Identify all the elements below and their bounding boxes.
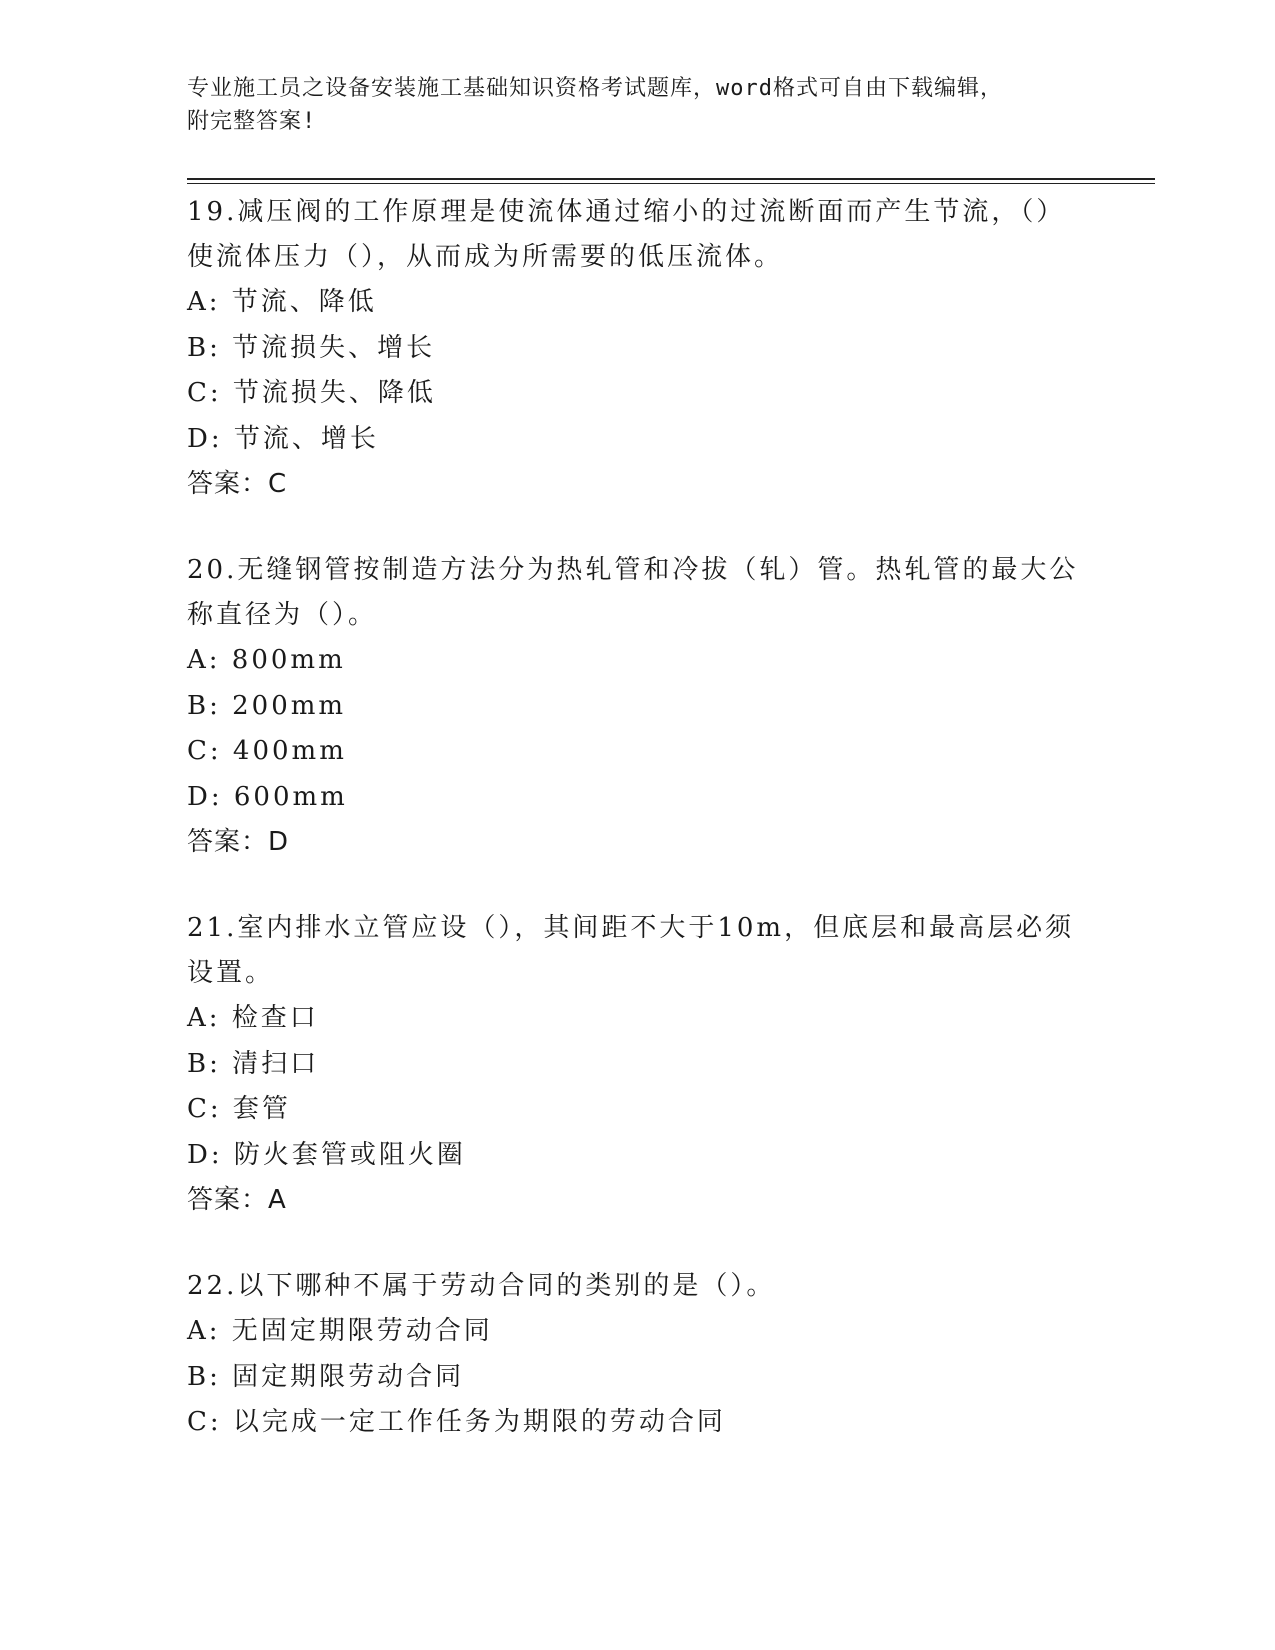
option-b: B: 节流损失、增长 [187, 332, 436, 363]
question-19 [187, 190, 1087, 507]
option-c: C: 以完成一定工作任务为期限的劳动合同 [187, 1407, 726, 1437]
question-stem: 19.减压阀的工作原理是使流体通过缩小的过流断面而产生节流，（）使流体压力（），从而成为所需要的低压流体。 [187, 197, 1066, 272]
header-divider-thin [187, 183, 1155, 184]
option-d: D: 防火套管或阻火圈 [187, 1139, 466, 1170]
option-b: B: 200mm [187, 690, 347, 721]
option-a: A: 800mm [187, 645, 346, 675]
option-c: C: 400mm [187, 736, 347, 766]
header-line-2: 附完整答案! [187, 109, 317, 134]
option-c: C: 节流损失、降低 [187, 378, 436, 408]
document-header [187, 72, 1087, 138]
option-b: B: 清扫口 [187, 1048, 320, 1079]
option-d: D: 600mm [187, 781, 348, 812]
question-spacer [187, 507, 1087, 548]
header-line-1: 专业施工员之设备安装施工基础知识资格考试题库，word格式可自由下载编辑， [187, 76, 1003, 101]
question-stem: 22.以下哪种不属于劳动合同的类别的是（）。 [187, 1271, 776, 1301]
question-20 [187, 548, 1087, 865]
option-b: B: 固定期限劳动合同 [187, 1361, 465, 1392]
answer: 答案：D [187, 827, 290, 857]
question-stem: 21.室内排水立管应设（），其间距不大于10m，但底层和最高层必须设置。 [187, 913, 1075, 988]
option-c: C: 套管 [187, 1094, 291, 1124]
option-d: D: 节流、增长 [187, 423, 379, 454]
answer: 答案：A [187, 1185, 287, 1215]
question-list [187, 190, 1087, 1446]
question-stem: 20.无缝钢管按制造方法分为热轧管和冷拔（轧）管。热轧管的最大公称直径为（）。 [187, 555, 1079, 630]
option-a: A: 检查口 [187, 1003, 319, 1033]
option-a: A: 节流、降低 [187, 287, 377, 317]
answer: 答案：C [187, 469, 288, 499]
question-spacer [187, 1223, 1087, 1264]
option-a: A: 无固定期限劳动合同 [187, 1316, 493, 1346]
question-21 [187, 906, 1087, 1223]
question-22 [187, 1264, 1087, 1446]
header-divider-thick [187, 178, 1155, 180]
question-spacer [187, 865, 1087, 906]
